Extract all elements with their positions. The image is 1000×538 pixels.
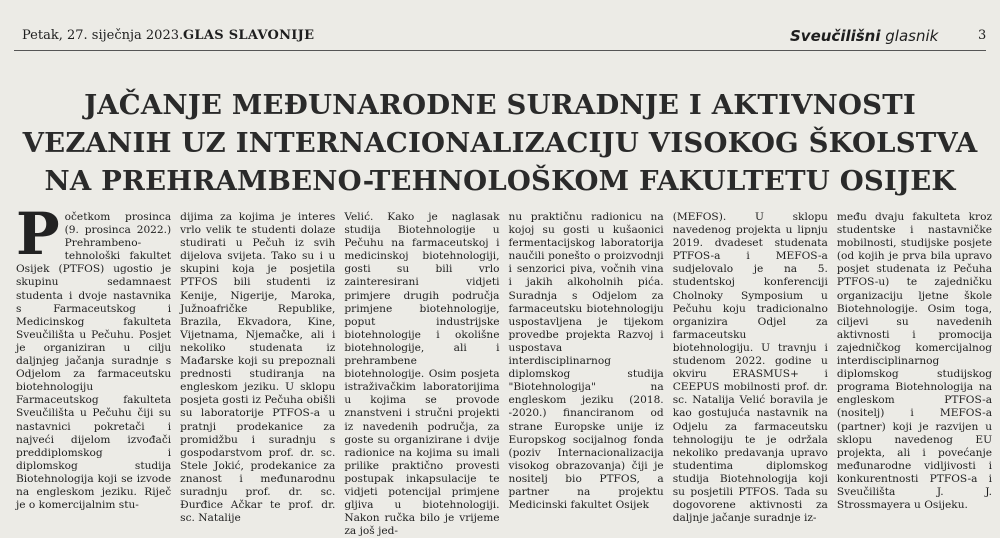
- column-text: među dvaju fakulteta kroz studentske i nastavničke mobilnosti, studijske posjete (od kojih je prva bila upravo posjet studenata iz Pečuha PTFOS-u) te zajedničku organizaciju ljetne škole Biotehnologije. Osim toga, ciljevi su navedenih aktivnosti i promocija zajedničkog komercijalnog interdisciplinarnog diplomskog studijskog programa Biotehnologija na engleskom PTFOS-a (nositelj) i MEFOS-a (partner) koji je razvijen u sklopu navedenog EU projekta, ali i povećanje međunarodne vidljivosti i konkurentnosti PTFOS-a i Sveučilišta J. J. Strossmayera u Osijeku.: [836, 211, 993, 512]
- headline-line-2: VEZANIH UZ INTERNACIONALIZACIJU VISOKOG ŠKOLSTVA: [22, 127, 978, 159]
- column-text: dijima za kojima je interes vrlo velik te studenti dolaze studirati u Pečuh iz svih dijelova svijeta. Tako su i u skupini koja je posjetila PTFOS bili studenti iz Kenije, Nigerije, Maroka, Južnoafričke Republike, Brazila, Ekvadora, Kine, Vijetnama, Njemačke, ali i nekoliko studenata iz Mađarske koji su prepoznali prednosti studiranja na engleskom jeziku. U sklopu posjeta gosti iz Pečuha obišli su laboratorije PTFOS-a u pratnji prodekanice za promidžbu i suradnju s gospodarstvom prof. dr. sc. Stele Jokić, prodekanice za znanost i međunarodnu suradnju prof. dr. sc. Đurđice Ačkar te prof. dr. sc. Natalije: [180, 211, 336, 525]
- newspaper-name: GLAS SLAVONIJE: [183, 28, 315, 43]
- article-column-3: [344, 211, 500, 538]
- article-column-6: [836, 211, 993, 512]
- column-text: nu praktičnu radionicu na kojoj su gosti u kušaonici fermentacijskog laboratorija naučili ponešto o proizvodnji i senzorici piva, vočnih vina i jakih alkoholnih pića. Suradnja s Odjelom za farmaceutsku biotehnologiju uspostavljena je tijekom provedbe projekta Razvoj i uspostava interdisciplinarnog diplomskog studija "Biotehnologija" na engleskom jeziku (2018. -2020.) financiranom od strane Europske unije iz Europskog socijalnog fonda (poziv Internacionalizacija visokog obrazovanja) čiji je nositelj bio PTFOS, a partner na projektu Medicinski fakultet Osijek: [508, 211, 664, 512]
- header-divider: [14, 50, 986, 51]
- section-title-light: glasnik: [885, 27, 939, 45]
- article-body: [16, 200, 993, 538]
- drop-cap: P: [16, 200, 60, 268]
- column-text: Velić. Kako je naglasak studija Biotehnologije u Pečuhu na farmaceutskoj i medicinskoj biotehnologiji, gosti su bili vrlo zainteresirani vidjeti primjere drugih područja primjene biotehnologije, poput industrijske biotehnologije i okolišne biotehnologije, ali i prehrambene biotehnologije. Osim posjeta istraživačkim laboratorijima u kojima se provode znanstveni i stručni projekti iz navedenih područja, za goste su organizirane i dvije radionice na kojima su imali prilike praktično provesti postupak inkapsulacije te vidjeti potencijal primjene gljiva u biotehnologiji. Nakon ručka bilo je vrijeme za još jed-: [344, 211, 500, 538]
- page-header: [0, 0, 1000, 62]
- article-column-5: [672, 211, 828, 525]
- issue-date: Petak, 27. siječnja 2023.: [22, 28, 184, 43]
- article-column-2: [180, 211, 336, 525]
- headline-line-1: JAČANJE MEĐUNARODNE SURADNJE I AKTIVNOSTI: [84, 89, 916, 121]
- section-title: [790, 27, 938, 45]
- article-column-4: [508, 211, 664, 512]
- section-title-bold: Sveučilišni: [790, 27, 881, 45]
- column-text: očetkom prosinca (9. prosinca 2022.) Prehrambeno-tehnološki fakultet Osijek (PTFOS) ugostio je skupinu sedamnaest studenta i dvoje nastavnika s Farmaceutskog i Medicinskog fakulteta Sveučilišta u Pečuhu. Posjet je organiziran u cilju daljnjeg jačanja suradnje s Odjelom za farmaceutsku biotehnologiju Farmaceutskog fakulteta Sveučilišta u Pečuhu čiji su nastavnici pokretači i najveći dijelom izvođači preddiplomskog i diplomskog studija Biotehnologija koji se izvode na engleskom jeziku. Riječ je o komercijalnim stu-: [16, 211, 172, 512]
- page-number: 3: [978, 28, 987, 43]
- article-headline: [20, 86, 980, 200]
- headline-line-3: NA PREHRAMBENO-TEHNOLOŠKOM FAKULTETU OSIJEK: [44, 165, 956, 197]
- article-column-1: [16, 200, 172, 512]
- column-text: (MEFOS). U sklopu navedenog projekta u lipnju 2019. dvadeset studenata PTFOS-a i MEFOS-a sudjelovalo je na 5. studentskoj konferenciji Cholnoky Symposium u Pečuhu koju tradicionalno organizira Odjel za farmaceutsku biotehnologiju. U travnju i studenom 2022. godine u okviru ERASMUS+ i CEEPUS mobilnosti prof. dr. sc. Natalija Velić boravila je kao gostujuća nastavnik na Odjelu za farmaceutsku tehnologiju te je održala nekoliko predavanja upravo studentima diplomskog studija Biotehnologija koji su posjetili PTFOS. Tada su dogovorene aktivnosti za daljnje jačanje suradnje iz-: [672, 211, 828, 525]
